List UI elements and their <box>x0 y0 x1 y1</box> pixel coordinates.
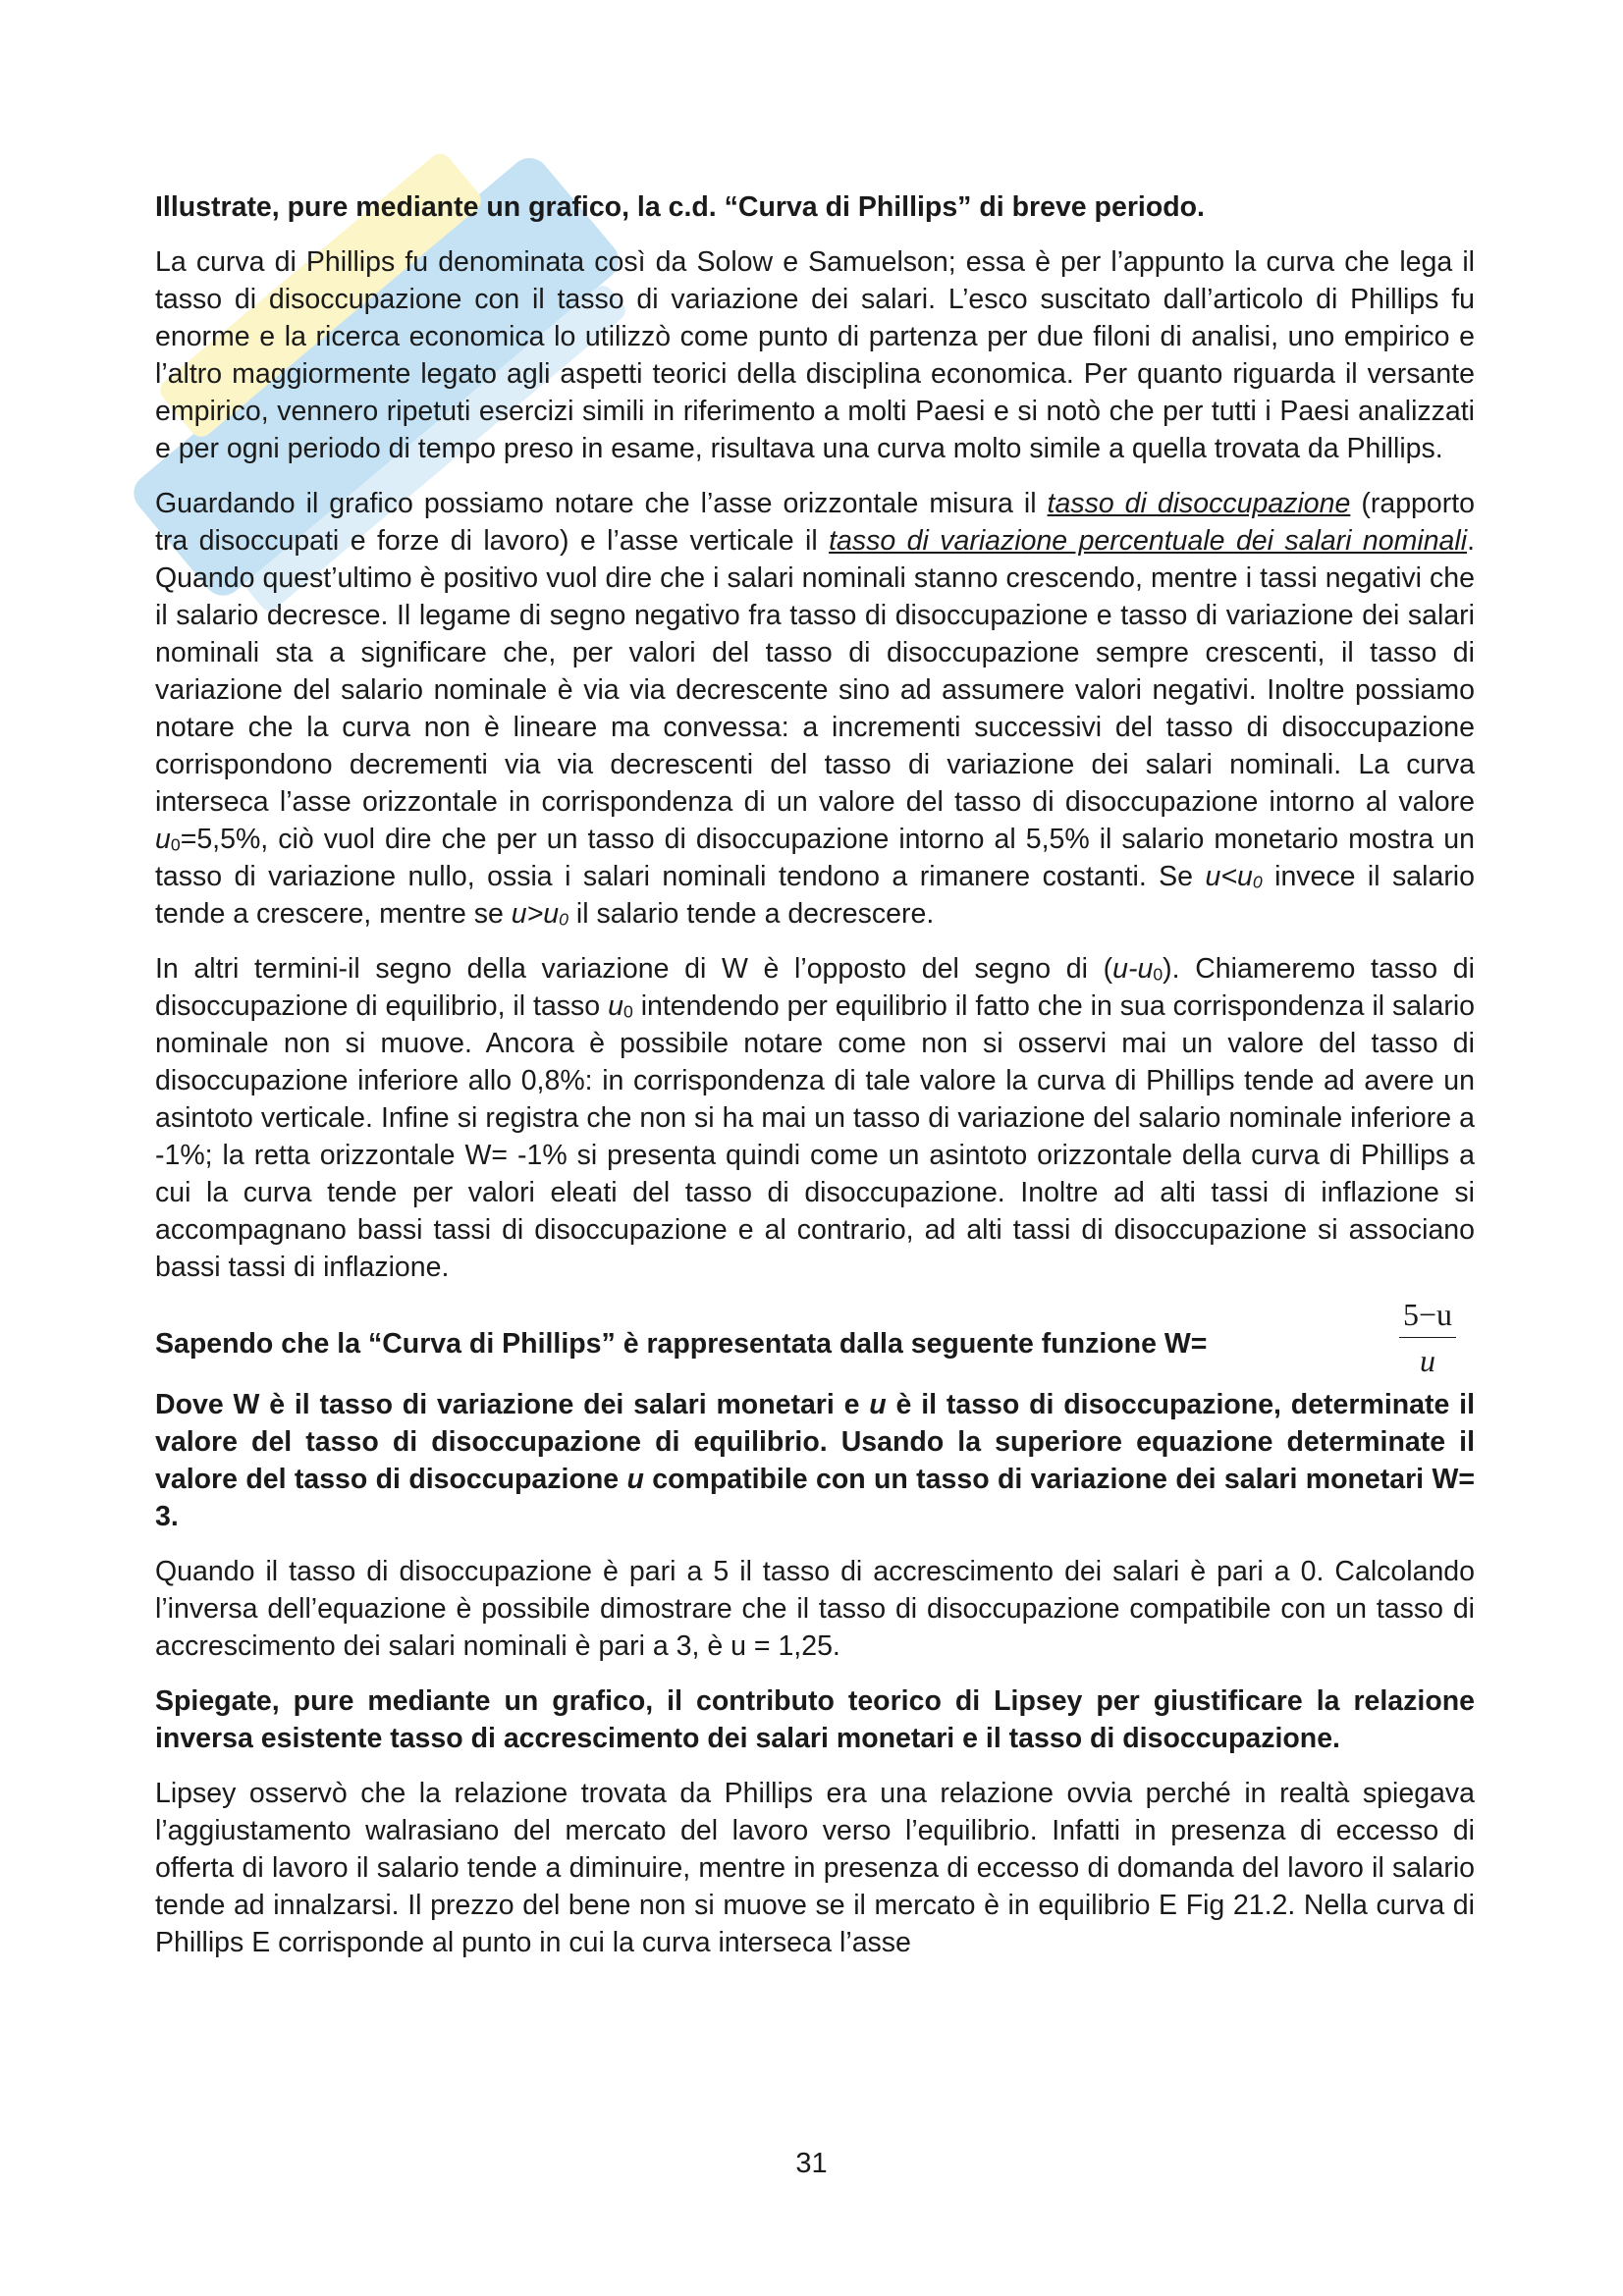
page-content <box>155 188 1475 1961</box>
paragraph-answer-calculation: Quando il tasso di disoccupazione è pari a 5 il tasso di accrescimento dei salari è pari a 0. Calcolando l’inversa dell’equazione è possibile dimostrare che il tasso di disoccupazione compatibile con un tasso di accrescimento dei salari nominali è pari a 3, è u = 1,25. <box>155 1556 1475 1662</box>
question-heading-lipsey: Spiegate, pure mediante un grafico, il contributo teorico di Lipsey per giustificare la relazione inversa esistente tasso di accrescimento dei salari monetari e il tasso di disoccupazione. <box>155 1685 1475 1754</box>
page-number: 31 <box>795 2148 828 2179</box>
fraction-numerator: 5−u <box>1399 1296 1456 1338</box>
term-wage-change-rate: tasso di variazione percentuale dei salari nominali <box>829 525 1468 557</box>
function-question-text: Sapendo che la “Curva di Phillips” è rappresentata dalla seguente funzione W= <box>155 1328 1208 1360</box>
paragraph-graph-description: Guardando il grafico possiamo notare che l’asse orizzontale misura il tasso di disoccupazione (rapporto tra disoccupati e forze di lavoro) e l’asse verticale il tasso di variazione percentuale dei salari nominali. Quando quest’ultimo è positivo vuol dire che i salari nominali stanno crescendo, mentre i tassi negativi che il salario decresce. Il legame di segno negativo fra tasso di disoccupazione e tasso di variazione dei salari nominali sta a significare che, per valori del tasso di disoccupazione sempre crescenti, il tasso di variazione del salario nominale è via via decrescente sino ad assumere valori negativi. Inoltre possiamo notare che la curva non è lineare ma convessa: a incrementi successivi del tasso di disoccupazione corrispondono decrementi via via decrescenti del tasso di variazione dei salari nominali. La curva interseca l’asse orizzontale in corrispondenza di un valore del tasso di disoccupazione intorno al valore $u_0=5,5\%$, ciò vuol dire che per un tasso di disoccupazione intorno al 5,5% il salario monetario mostra un tasso di variazione nullo, ossia i salari nominali tendono a rimanere costanti. Se $u<u_0$ invece il salario tende a crescere, mentre se $u>u_0$ il salario tende a decrescere. <box>155 488 1475 930</box>
question-heading-phillips: Illustrate, pure mediante un grafico, la c.d. “Curva di Phillips” di breve periodo. <box>155 191 1205 223</box>
phillips-function-fraction <box>1379 1296 1477 1379</box>
fraction-denominator: u <box>1420 1343 1435 1378</box>
question-equilibrium-rate: Dove W è il tasso di variazione dei salari monetari e u è il tasso di disoccupazione, determinate il valore del tasso di disoccupazione di equilibrio. Usando la superiore equazione determinate il valore del tasso di disoccupazione u compatibile con un tasso di variazione dei salari monetari W= 3. <box>155 1389 1475 1532</box>
paragraph-equilibrium: In altri termini-il segno della variazione di W è l’opposto del segno di $(u-u_0)$. Chiameremo tasso di disoccupazione di equilibrio, il tasso $u_0$ intendendo per equilibrio il fatto che in sua corrispondenza il salario nominale non si muove. Ancora è possibile notare come non si osservi mai un valore del tasso di disoccupazione inferiore allo 0,8%: in corrispondenza di tale valore la curva di Phillips tende ad avere un asintoto verticale. Infine si registra che non si ha mai un tasso di variazione del salario nominale inferiore a -1%; la retta orizzontale W= -1% si presenta quindi come un asintoto orizzontale della curva di Phillips a cui la curva tende per valori eleati del tasso di disoccupazione. Inoltre ad alti tassi di inflazione si accompagnano bassi tassi di disoccupazione e al contrario, ad alti tassi di disoccupazione si associano bassi tassi di inflazione. <box>155 953 1475 1283</box>
function-statement <box>155 1297 1475 1378</box>
term-unemployment-rate: tasso di disoccupazione <box>1047 488 1351 519</box>
paragraph-phillips-intro: La curva di Phillips fu denominata così da Solow e Samuelson; essa è per l’appunto la curva che lega il tasso di disoccupazione con il tasso di variazione dei salari. L’esco suscitato dall’articolo di Phillips fu enorme e la ricerca economica lo utilizzò come punto di partenza per due filoni di analisi, uno empirico e l’altro maggiormente legato agli aspetti teorici della disciplina economica. Per quanto riguarda il versante empirico, vennero ripetuti esercizi simili in riferimento a molti Paesi e si notò che per tutti i Paesi analizzati e per ogni periodo di tempo preso in esame, risultava una curva molto simile a quella trovata da Phillips. <box>155 246 1475 464</box>
paragraph-lipsey: Lipsey osservò che la relazione trovata da Phillips era una relazione ovvia perché in realtà spiegava l’aggiustamento walrasiano del mercato del lavoro verso l’equilibrio. Infatti in presenza di eccesso di offerta di lavoro il salario tende a diminuire, mentre in presenza di eccesso di domanda del lavoro il salario tende ad innalzarsi. Il prezzo del bene non si muove se il mercato è in equilibrio E Fig 21.2. Nella curva di Phillips E corrisponde al punto in cui la curva interseca l’asse <box>155 1778 1475 1958</box>
